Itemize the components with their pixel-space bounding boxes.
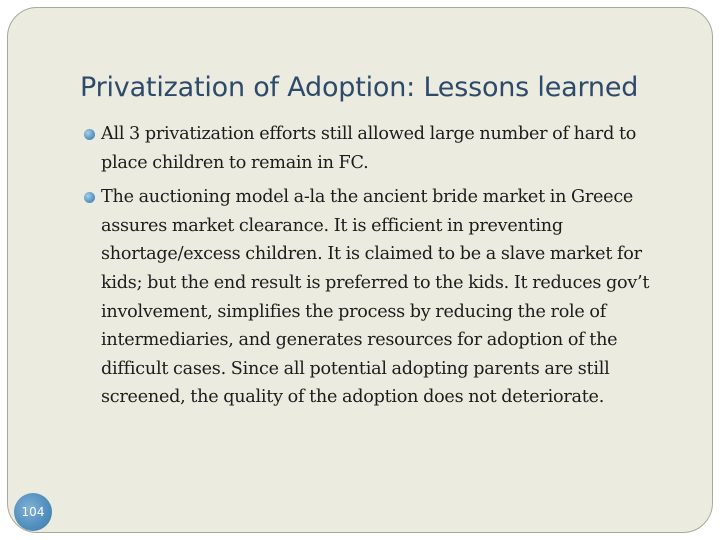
bullet-list <box>82 120 682 418</box>
slide <box>7 7 713 533</box>
bullet-text: The auctioning model a-la the ancient bride market in Greece assures market clearance. It is efficient in preventing shortage/excess children. It is claimed to be a slave market for kids; but the end result is preferred to the kids. It reduces gov’t involvement, simplifies the process by reducing the role of intermediaries, and generates resources for adoption of the difficult cases. Since all potential adopting parents are still screened, the quality of the adoption does not deteriorate. <box>101 187 650 408</box>
slide-title: Privatization of Adoption: Lessons learned <box>80 72 639 103</box>
page-number-badge: 104 <box>14 493 52 531</box>
bullet-item <box>82 183 682 412</box>
bullet-item <box>82 120 682 177</box>
bullet-text: All 3 privatization efforts still allowed large number of hard to place children to remain in FC. <box>101 124 637 173</box>
bullet-dot-icon <box>84 192 95 203</box>
bullet-dot-icon <box>84 129 95 140</box>
